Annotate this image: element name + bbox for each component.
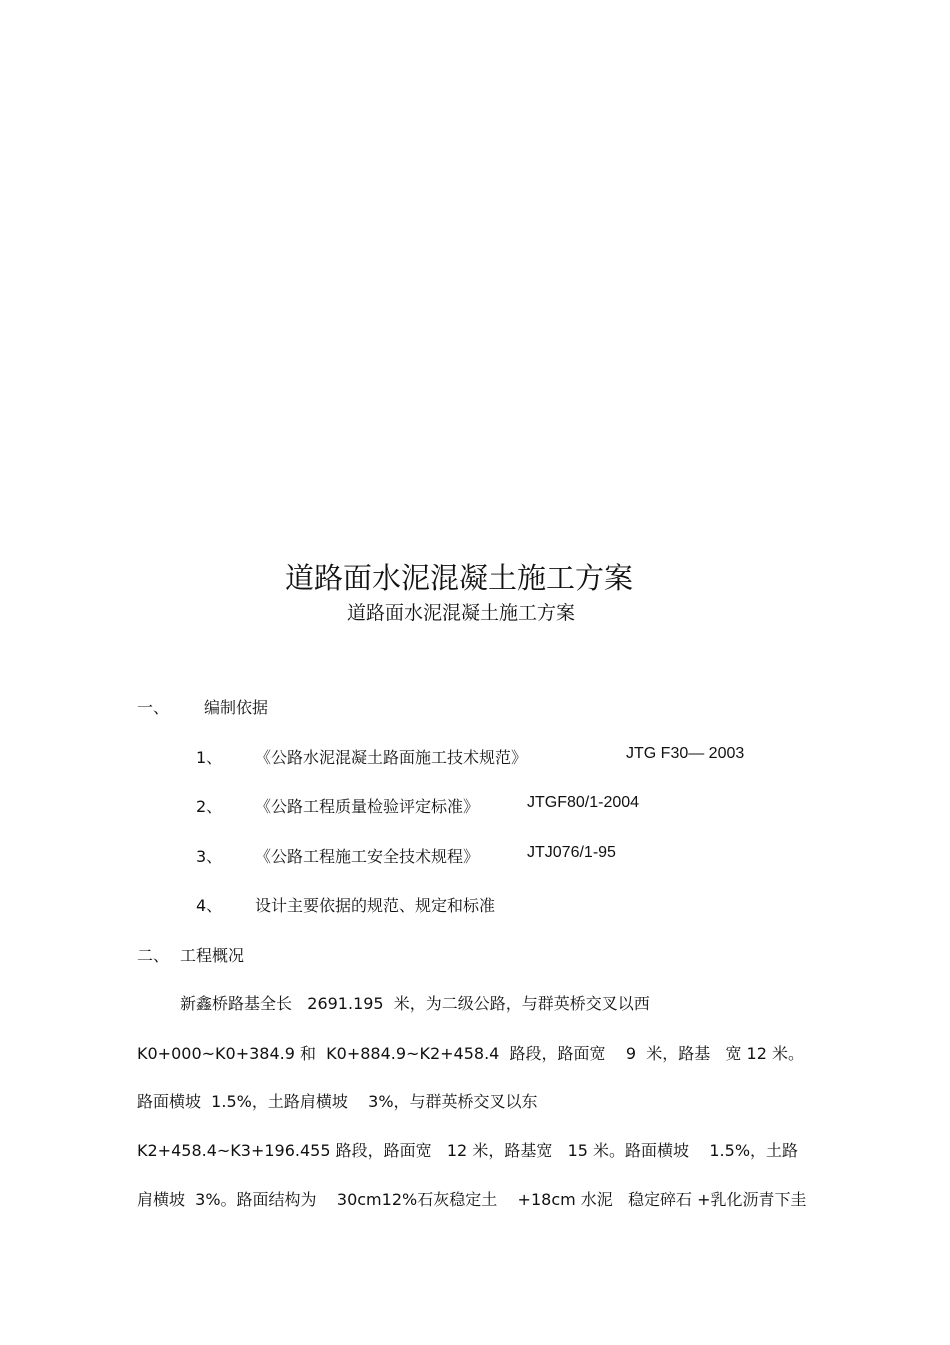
reference-item-title: 《公路工程质量检验评定标准》 bbox=[255, 797, 480, 816]
overview-paragraph-line: 肩横坡 3%。路面结构为 30cm12%石灰稳定土 +18cm 水泥 稳定碎石 +乳化沥青下圭 bbox=[137, 1190, 807, 1209]
reference-item-code: JTG F30— 2003 bbox=[626, 745, 745, 762]
overview-paragraph-line: K0+000~K0+384.9 和 K0+884.9~K2+458.4 路段，路面宽 9 米，路基 宽 12 米。 bbox=[137, 1044, 804, 1063]
section1-heading: 编制依据 bbox=[204, 698, 269, 717]
document-title: 道路面水泥混凝土施工方案 bbox=[284, 561, 633, 595]
reference-item-number: 2、 bbox=[196, 797, 223, 816]
reference-item-code: JTJ076/1-95 bbox=[527, 844, 616, 861]
reference-item-title: 《公路水泥混凝土路面施工技术规范》 bbox=[255, 748, 528, 767]
document-subtitle: 道路面水泥混凝土施工方案 bbox=[346, 602, 575, 624]
reference-item-code: JTGF80/1-2004 bbox=[527, 794, 640, 811]
section1-number: 一、 bbox=[137, 698, 170, 717]
reference-item-number: 3、 bbox=[196, 847, 223, 866]
overview-paragraph-line: 路面横坡 1.5%，土路肩横坡 3%，与群英桥交叉以东 bbox=[137, 1092, 538, 1111]
section2-number: 二、 bbox=[137, 946, 170, 965]
overview-paragraph-line: K2+458.4~K3+196.455 路段，路面宽 12 米，路基宽 15 米。路面横坡 1.5%，土路 bbox=[137, 1141, 799, 1160]
overview-paragraph-line: 新鑫桥路基全长 2691.195 米，为二级公路，与群英桥交叉以西 bbox=[180, 994, 650, 1013]
section2-heading: 工程概况 bbox=[180, 946, 245, 965]
reference-item-number: 1、 bbox=[196, 748, 223, 767]
reference-item-title: 《公路工程施工安全技术规程》 bbox=[255, 847, 480, 866]
reference-item-title: 设计主要依据的规范、规定和标准 bbox=[255, 896, 496, 915]
reference-item-number: 4、 bbox=[196, 896, 223, 915]
